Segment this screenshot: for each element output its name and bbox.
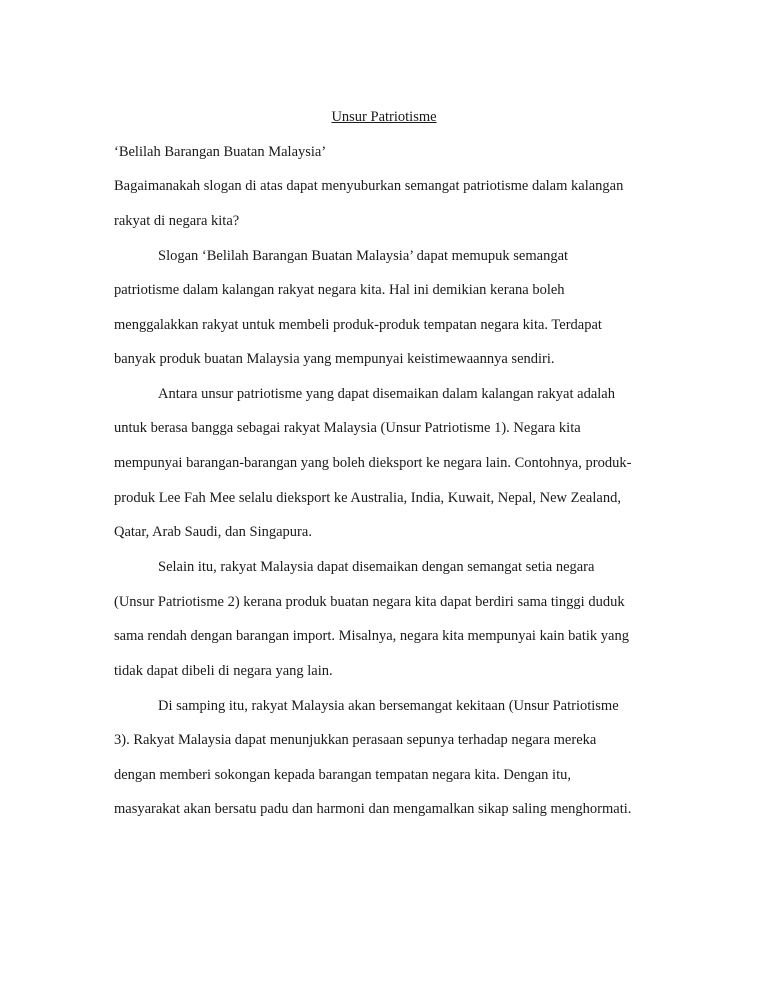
paragraph-4-line-1: Di samping itu, rakyat Malaysia akan bersemangat kekitaan (Unsur Patriotisme [158, 698, 619, 714]
paragraph-2-line-2: untuk berasa bangga sebagai rakyat Malaysia (Unsur Patriotisme 1). Negara kita [114, 420, 581, 436]
paragraph-4-line-3: dengan memberi sokongan kepada barangan tempatan negara kita. Dengan itu, [114, 767, 571, 783]
paragraph-2-line-4: produk Lee Fah Mee selalu dieksport ke Australia, India, Kuwait, Nepal, New Zealand, [114, 490, 621, 506]
paragraph-4-line-4: masyarakat akan bersatu padu dan harmoni dan mengamalkan sikap saling menghormati. [114, 801, 632, 817]
paragraph-3-line-1: Selain itu, rakyat Malaysia dapat disemaikan dengan semangat setia negara [158, 559, 595, 575]
paragraph-3-line-4: tidak dapat dibeli di negara yang lain. [114, 663, 333, 679]
question-line-1: Bagaimanakah slogan di atas dapat menyuburkan semangat patriotisme dalam kalangan [114, 178, 624, 194]
paragraph-1-line-1: Slogan ‘Belilah Barangan Buatan Malaysia’ dapat memupuk semangat [158, 248, 569, 264]
slogan-line: ‘Belilah Barangan Buatan Malaysia’ [114, 144, 327, 160]
paragraph-1-line-2: patriotisme dalam kalangan rakyat negara kita. Hal ini demikian kerana boleh [114, 282, 565, 298]
paragraph-2-line-3: mempunyai barangan-barangan yang boleh dieksport ke negara lain. Contohnya, produk- [114, 455, 632, 471]
paragraph-3-line-2: (Unsur Patriotisme 2) kerana produk buatan negara kita dapat berdiri sama tinggi duduk [114, 594, 625, 610]
paragraph-1-line-4: banyak produk buatan Malaysia yang mempunyai keistimewaannya sendiri. [114, 351, 555, 367]
document-title: Unsur Patriotisme [331, 109, 437, 125]
paragraph-2-line-1: Antara unsur patriotisme yang dapat disemaikan dalam kalangan rakyat adalah [158, 386, 615, 402]
paragraph-2-line-5: Qatar, Arab Saudi, dan Singapura. [114, 524, 312, 540]
question-line-2: rakyat di negara kita? [114, 213, 240, 229]
paragraph-1-line-3: menggalakkan rakyat untuk membeli produk-produk tempatan negara kita. Terdapat [114, 317, 602, 333]
paragraph-4-line-2: 3). Rakyat Malaysia dapat menunjukkan perasaan sepunya terhadap negara mereka [114, 732, 597, 748]
paragraph-3-line-3: sama rendah dengan barangan import. Misalnya, negara kita mempunyai kain batik yang [114, 628, 629, 644]
